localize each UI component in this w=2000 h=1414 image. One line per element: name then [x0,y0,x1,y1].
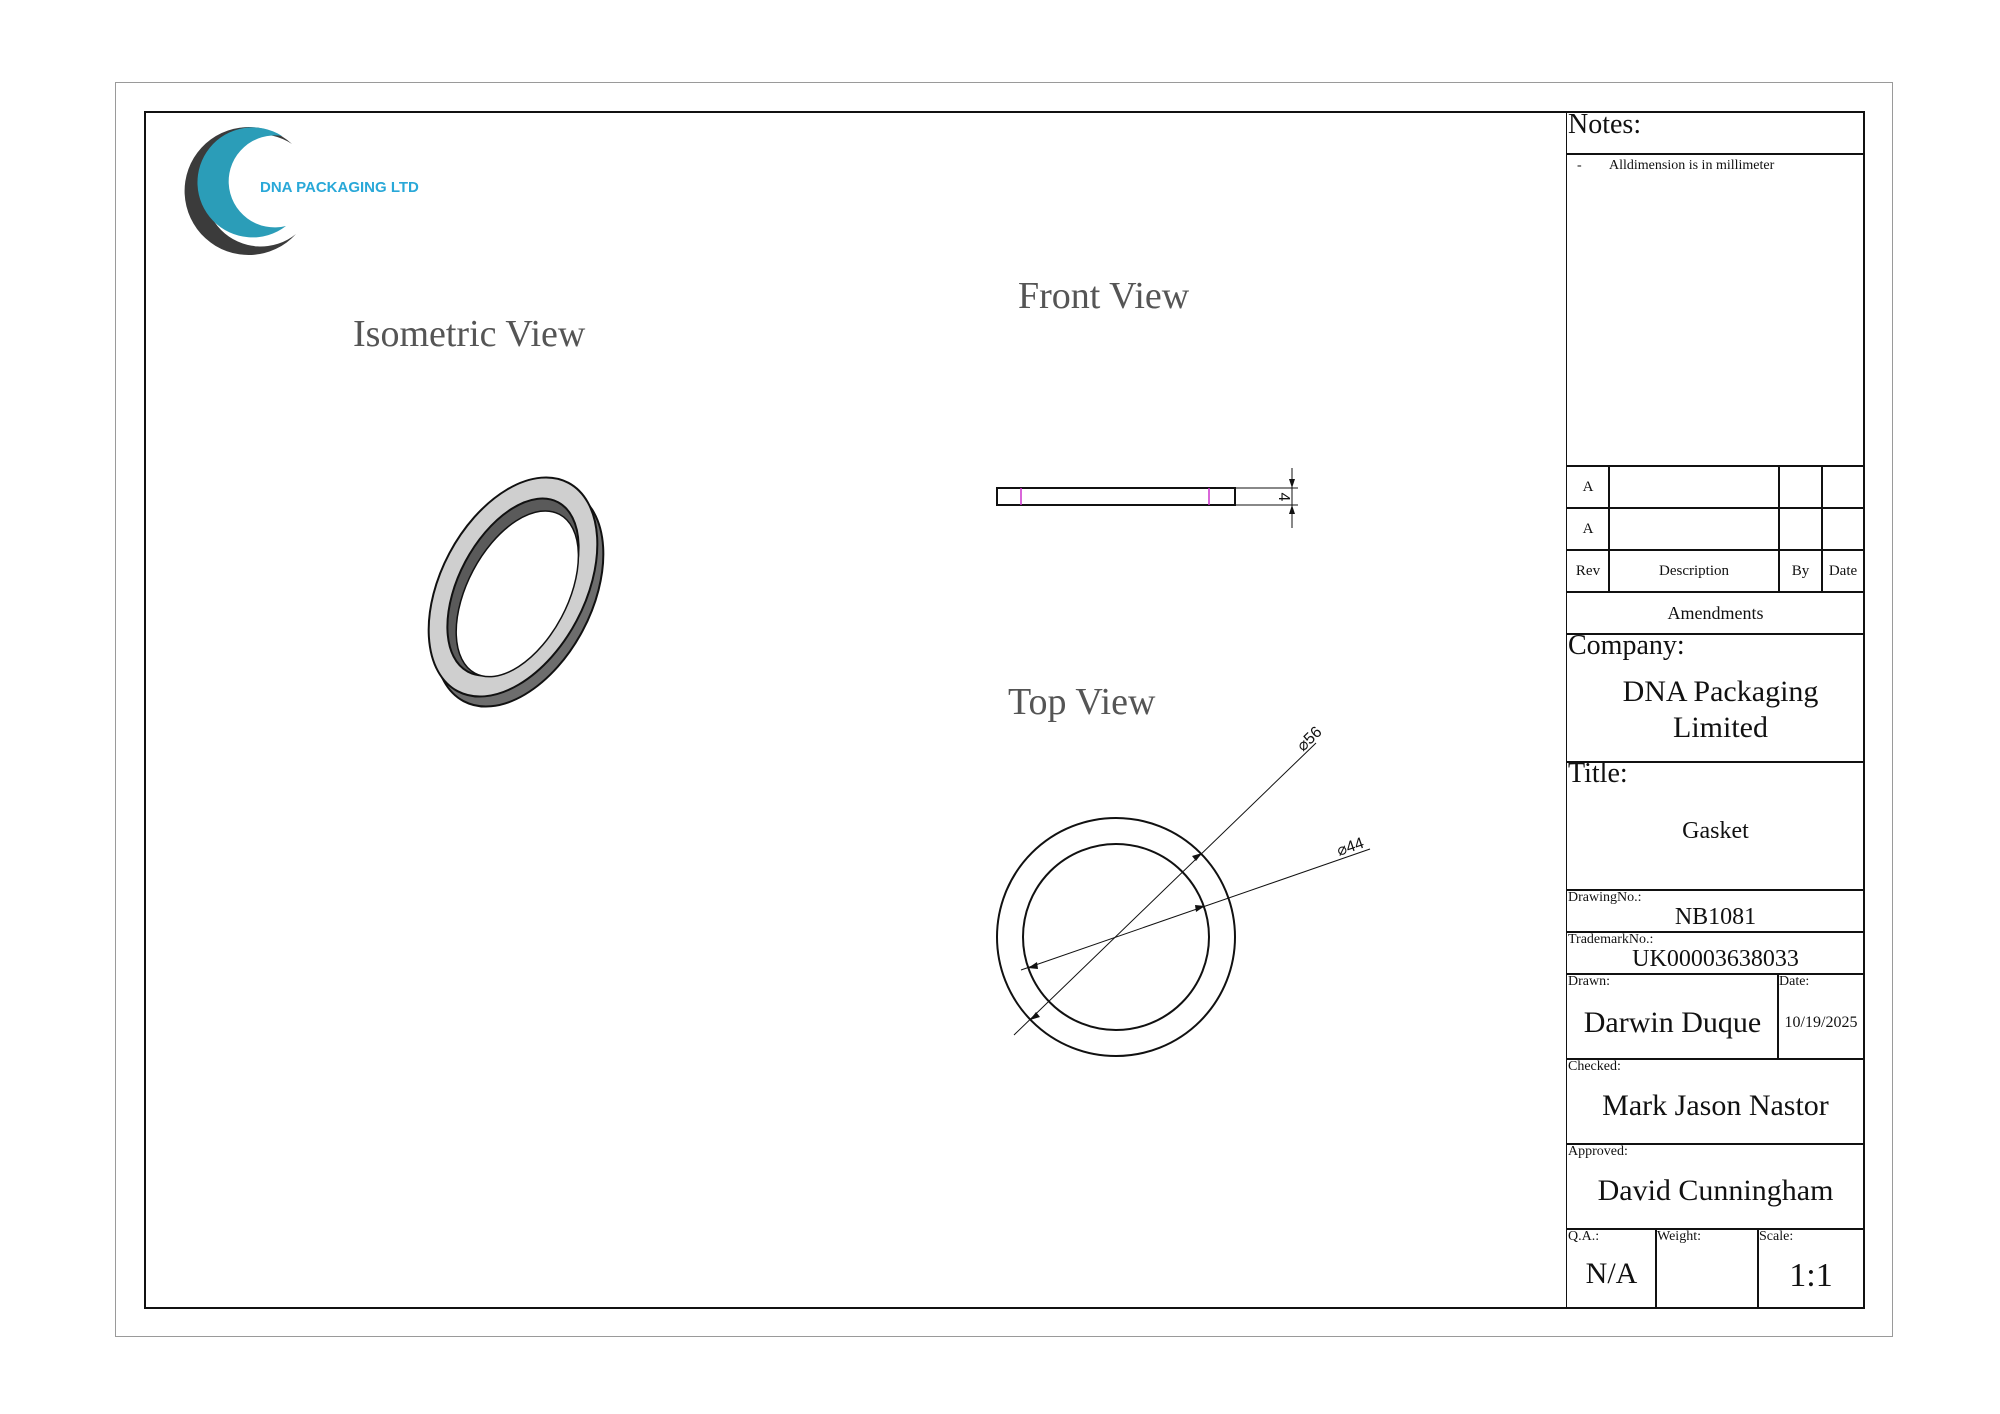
note-item: Alldimension is in millimeter [1609,158,1775,173]
scale-label: Scale: [1759,1229,1794,1244]
title-cell [1566,758,1865,891]
title-block [1566,111,1865,1309]
top-view-label: Top View [1008,681,1156,723]
front-view-gasket [997,468,1298,528]
title-label: Title: [1568,758,1628,789]
approved-by: David Cunningham [1597,1174,1834,1207]
revision-description-cell [1608,465,1780,509]
notes-heading: Notes: [1568,109,1642,140]
description-header-label: Description [1659,562,1729,579]
revision-date-cell [1821,465,1865,509]
qa-cell [1566,1228,1657,1309]
top-view-gasket [997,743,1370,1056]
trademark-number: UK00003638033 [1632,946,1799,972]
checked-label: Checked: [1568,1059,1621,1074]
notes-bullet: - [1577,158,1582,173]
checked-cell [1566,1058,1865,1145]
isometric-view-label: Isometric View [353,313,586,355]
company-name: DNA Packaging Limited [1622,675,1819,744]
weight-label: Weight: [1657,1229,1701,1244]
revision-rev: A [1582,478,1594,495]
revision-by-cell [1778,465,1823,509]
notes-heading-cell [1566,111,1865,155]
date-cell [1777,973,1865,1060]
logo-text: DNA PACKAGING LTD [260,179,419,196]
description-header [1608,549,1780,593]
amendments-caption [1566,591,1865,635]
qa-label: Q.A.: [1568,1229,1600,1244]
drawing-number-label: DrawingNo.: [1568,890,1642,905]
drawn-label: Drawn: [1568,974,1610,989]
by-header-label: By [1791,562,1810,579]
drawn-cell [1566,973,1779,1060]
weight-cell [1655,1228,1759,1309]
approved-cell [1566,1143,1865,1230]
drawn-by: Darwin Duque [1583,1006,1762,1039]
date-label: Date: [1779,974,1810,989]
revision-date-cell [1821,507,1865,551]
company-cell [1566,630,1865,763]
trademark-number-label: TrademarkNo.: [1568,932,1654,947]
rev-header [1566,549,1610,593]
thickness-dimension: 4 [1274,492,1292,502]
revision-rev: A [1582,520,1594,537]
part-title: Gasket [1682,818,1749,844]
drawing-date: 10/19/2025 [1784,1014,1858,1031]
outer-diameter-dimension: ⌀56 [1293,723,1326,755]
trademark-number-cell [1566,931,1865,975]
revision-description-cell [1608,507,1780,551]
isometric-gasket [391,449,641,735]
drawing-number-cell [1566,889,1865,933]
amendments-label: Amendments [1667,602,1764,623]
notes-body-cell [1566,153,1865,467]
revision-by-cell [1778,507,1823,551]
drawing-number: NB1081 [1674,904,1757,930]
company-label: Company: [1568,630,1685,661]
checked-by: Mark Jason Nastor [1602,1089,1829,1122]
date-header [1821,549,1865,593]
by-header [1778,549,1823,593]
rev-header-label: Rev [1575,562,1601,579]
approved-label: Approved: [1568,1144,1628,1159]
revision-rev-cell [1566,507,1610,551]
revision-rev-cell [1566,465,1610,509]
front-view-label: Front View [1018,275,1190,317]
scale-value: 1:1 [1789,1257,1833,1294]
inner-diameter-dimension: ⌀44 [1334,834,1367,860]
date-header-label: Date [1828,562,1858,579]
scale-cell [1757,1228,1865,1309]
qa-value: N/A [1585,1257,1638,1290]
